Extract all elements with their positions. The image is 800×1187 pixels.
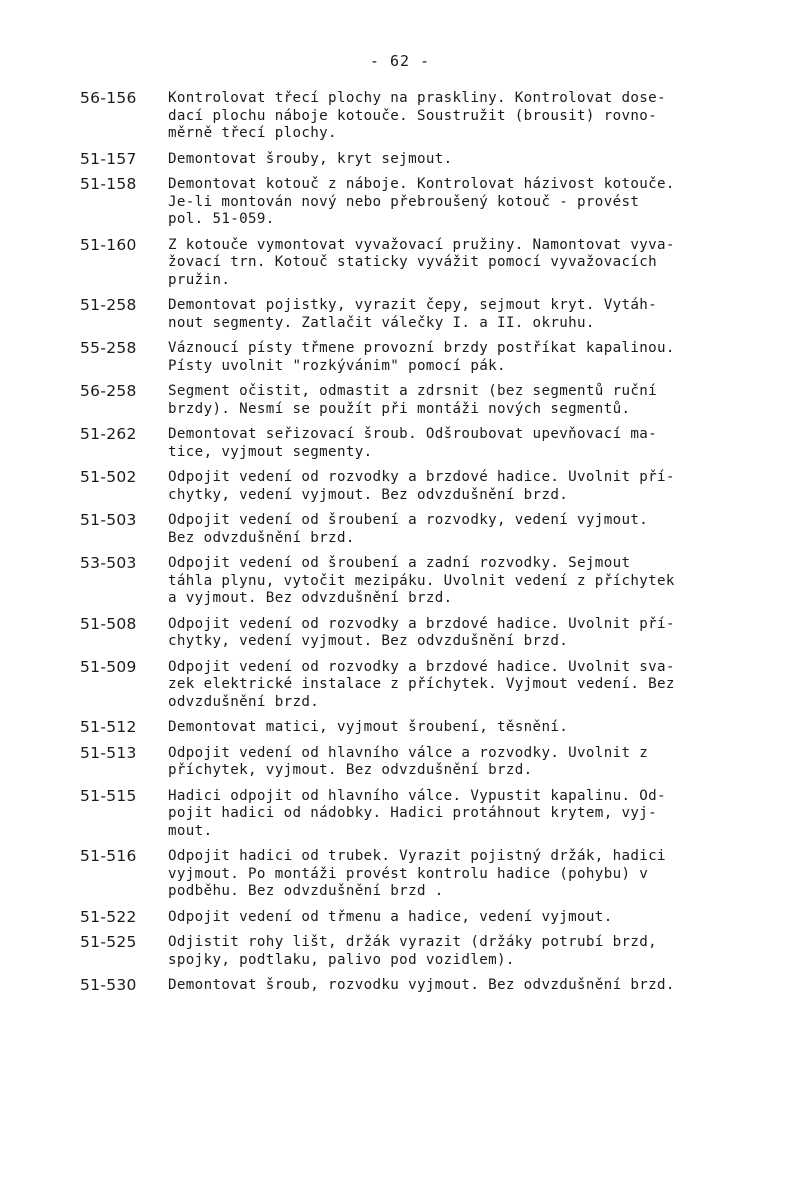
entry-text: Odpojit vedení od rozvodky a brzdové hadice. Uvolnit sva- zek elektrické instalace z příchytek. Vyjmout vedení. Bez odvzdušnění brzd.: [168, 658, 675, 710]
entry-text: Demontovat matici, vyjmout šroubení, těsnění.: [168, 719, 569, 735]
entry-text: Z kotouče vymontovat vyvažovací pružiny. Namontovat vyva- žovací trn. Kotouč staticky vyvážit pomocí vyvažovacích pružin.: [168, 236, 675, 288]
entry-code: 51-522: [80, 907, 137, 926]
entry-code: 51-513: [80, 743, 137, 762]
entry-code: 51-502: [80, 468, 137, 486]
list-item: [0, 659, 800, 712]
list-item: [0, 512, 800, 547]
entry-text: Odpojit vedení od třmenu a hadice, vedení vyjmout.: [168, 908, 613, 925]
entry-code: 51-160: [80, 235, 137, 254]
entry-text: Odpojit vedení od rozvodky a brzdové hadice. Uvolnit pří- chytky, vedení vyjmout. Bez odvzdušnění brzd.: [168, 469, 675, 503]
page-number: - 62 -: [369, 52, 431, 70]
entry-text: Odpojit vedení od šroubení a rozvodky, vedení vyjmout. Bez odvzdušnění brzd.: [168, 512, 649, 546]
list-item: [0, 555, 800, 608]
entry-code: 51-158: [80, 175, 137, 193]
entry-list: [0, 90, 800, 1003]
entry-text: Demontovat pojistky, vyrazit čepy, sejmout kryt. Vytáh- nout segmenty. Zatlačit válečky I. a II. okruhu.: [168, 297, 658, 331]
entry-code: 53-503: [80, 554, 137, 572]
entry-code: 51-516: [80, 847, 137, 865]
list-item: [0, 788, 800, 841]
entry-code: 51-525: [80, 933, 137, 951]
entry-code: 56-258: [80, 382, 137, 400]
list-item: [0, 745, 800, 780]
list-item: [0, 90, 800, 143]
entry-code: 51-515: [80, 786, 137, 805]
entry-code: 51-509: [80, 657, 137, 676]
entry-text: Demontovat kotouč z náboje. Kontrolovat házivost kotouče. Je-li montován nový nebo přebroušený kotouč - provést pol. 51-059.: [168, 176, 675, 227]
entry-code: 56-156: [80, 89, 137, 107]
list-item: [0, 469, 800, 504]
entry-text: Odpojit vedení od hlavního válce a rozvodky. Uvolnit z příchytek, vyjmout. Bez odvzdušnění brzd.: [168, 744, 649, 778]
list-item: [0, 719, 800, 737]
entry-code: 51-503: [80, 511, 137, 529]
list-item: [0, 848, 800, 901]
entry-code: 51-530: [80, 976, 137, 994]
list-item: [0, 340, 800, 375]
entry-text: Demontovat seřizovací šroub. Odšroubovat upevňovací ma- tice, vyjmout segmenty.: [168, 426, 658, 460]
entry-text: Hadici odpojit od hlavního válce. Vypustit kapalinu. Od- pojit hadici od nádobky. Hadici protáhnout krytem, vyj- mout.: [168, 787, 666, 839]
entry-text: Kontrolovat třecí plochy na praskliny. Kontrolovat dose- dací plochu náboje kotouče. Soustružit (brousit) rovno- měrně třecí plochy.: [168, 90, 666, 141]
entry-text: Odpojit vedení od rozvodky a brzdové hadice. Uvolnit pří- chytky, vedení vyjmout. Bez odvzdušnění brzd.: [168, 615, 675, 649]
entry-code: 51-157: [80, 149, 137, 168]
entry-text: Odpojit vedení od šroubení a zadní rozvodky. Sejmout táhla plynu, vytočit mezipáku. Uvolnit vedení z příchytek a vyjmout. Bez odvzdušnění brzd.: [168, 555, 675, 606]
entry-text: Odjistit rohy lišt, držák vyrazit (držáky potrubí brzd, spojky, podtlaku, palivo pod vozidlem).: [168, 934, 658, 968]
entry-code: 51-258: [80, 296, 137, 314]
entry-text: Demontovat šroub, rozvodku vyjmout. Bez odvzdušnění brzd.: [168, 977, 675, 993]
list-item: [0, 909, 800, 927]
entry-code: 51-262: [80, 425, 137, 443]
entry-code: 51-508: [80, 614, 137, 633]
list-item: [0, 237, 800, 290]
entry-text: Váznoucí písty třmene provozní brzdy postříkat kapalinou. Písty uvolnit "rozkývánim" pomocí pák.: [168, 340, 675, 374]
list-item: [0, 151, 800, 169]
list-item: [0, 977, 800, 995]
list-item: [0, 297, 800, 332]
list-item: [0, 934, 800, 969]
entry-code: 55-258: [80, 339, 137, 357]
entry-text: Odpojit hadici od trubek. Vyrazit pojistný držák, hadici vyjmout. Po montáži provést kontrolu hadice (pohybu) v podběhu. Bez odvzdušnění brzd .: [168, 848, 666, 899]
list-item: [0, 176, 800, 229]
list-item: [0, 426, 800, 461]
entry-code: 51-512: [80, 718, 137, 736]
list-item: [0, 383, 800, 418]
entry-text: Demontovat šrouby, kryt sejmout.: [168, 150, 453, 167]
list-item: [0, 616, 800, 651]
entry-text: Segment očistit, odmastit a zdrsnit (bez segmentů ruční brzdy). Nesmí se použít při montáži nových segmentů.: [168, 383, 658, 417]
